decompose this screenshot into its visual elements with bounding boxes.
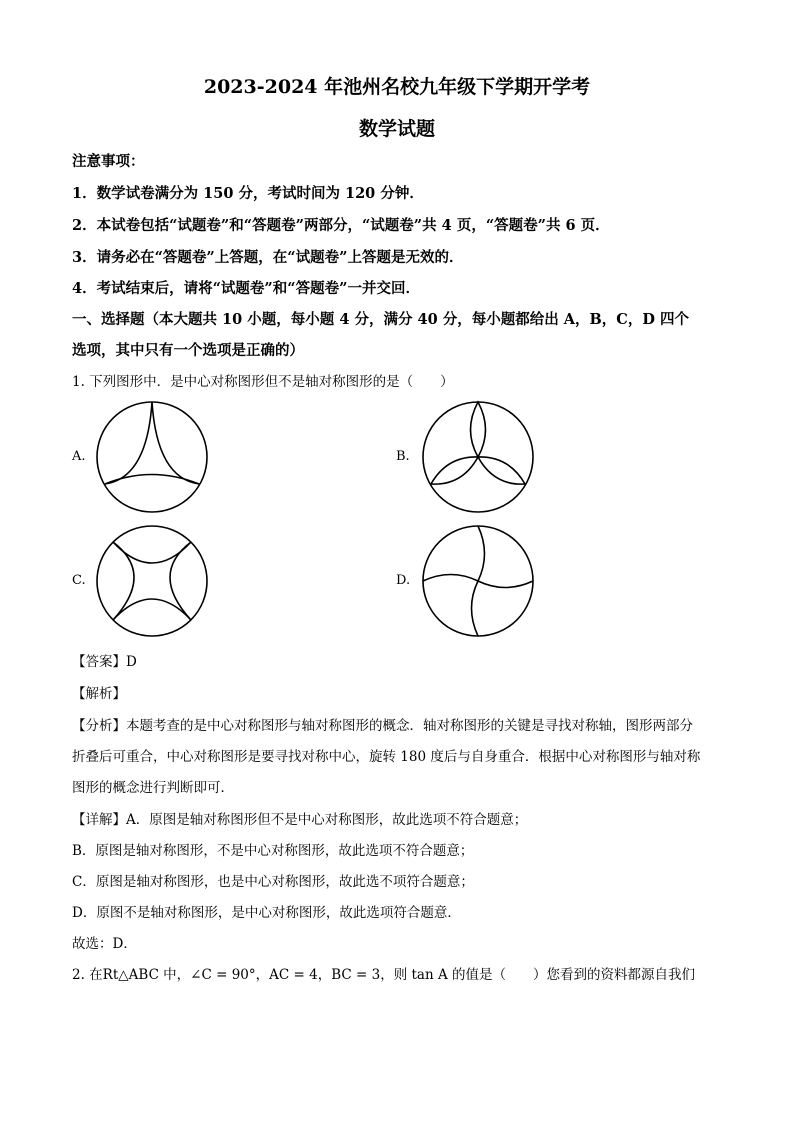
page-subtitle: 数学试题 [358,118,435,140]
option-c-label: C. [72,573,86,588]
analysis-line-1: 【分析】本题考查的是中心对称图形与轴对称图形的概念．轴对称图形的关键是寻找对称轴，图形两部分 [72,718,693,734]
option-d-label: D. [396,573,411,588]
section-heading-line-1: 一、选择题（本大题共 10 小题，每小题 4 分，满分 40 分，每小题都给出 A，B，C，D 四个 [72,311,689,328]
option-c-figure [95,524,209,638]
answer-value: D [126,654,137,670]
option-b-label: B. [396,449,410,464]
question-2-stem: 2. 在Rt△ABC 中，∠C = 90°，AC = 4，BC = 3，则 tan A 的值是（ ）您看到的资料都源自我们 [72,967,695,983]
notice-item-2: 2．本试卷包括“试题卷”和“答题卷”两部分，“试题卷”共 4 页，“答题卷”共 6 页． [72,217,610,234]
notice-item-1: 1．数学试卷满分为 150 分，考试时间为 120 分钟． [72,185,424,202]
analysis-line-3: 图形的概念进行判断即可． [72,780,234,796]
detail-line-3: C．原图是轴对称图形，也是中心对称图形，故此选不项符合题意； [72,874,474,890]
page-title: 2023-2024 年池州名校九年级下学期开学考 [203,76,591,98]
answer-line [72,650,137,670]
analysis-tag: 【解析】 [72,686,126,702]
option-a-figure [95,400,209,514]
analysis-line-2: 折叠后可重合，中心对称图形是要寻找对称中心，旋转 180 度后与自身重合．根据中心对称图形与轴对称 [72,749,701,765]
notice-heading: 注意事项： [72,153,145,170]
detail-line-2: B．原图是轴对称图形，不是中心对称图形，故此选项不符合题意； [72,843,474,859]
detail-line-4: D．原图不是轴对称图形，是中心对称图形，故此选项符合题意． [72,905,461,921]
question-1-stem: 1. 下列图形中．是中心对称图形但不是轴对称图形的是（ ） [72,374,454,390]
answer-tag: 【答案】 [72,654,126,670]
notice-item-3: 3．请务必在“答题卷”上答题，在“试题卷”上答题是无效的． [72,249,464,266]
conclusion: 故选：D． [72,936,137,952]
option-b-figure [421,400,535,514]
option-a-label: A. [72,449,86,464]
option-d-figure [421,524,535,638]
section-heading-line-2: 选项，其中只有一个选项是正确的） [72,342,304,359]
notice-item-4: 4．考试结束后，请将“试题卷”和“答题卷”一并交回． [72,280,420,297]
detail-line-1: 【详解】A．原图是轴对称图形但不是中心对称图形，故此选项不符合题意； [72,812,528,828]
